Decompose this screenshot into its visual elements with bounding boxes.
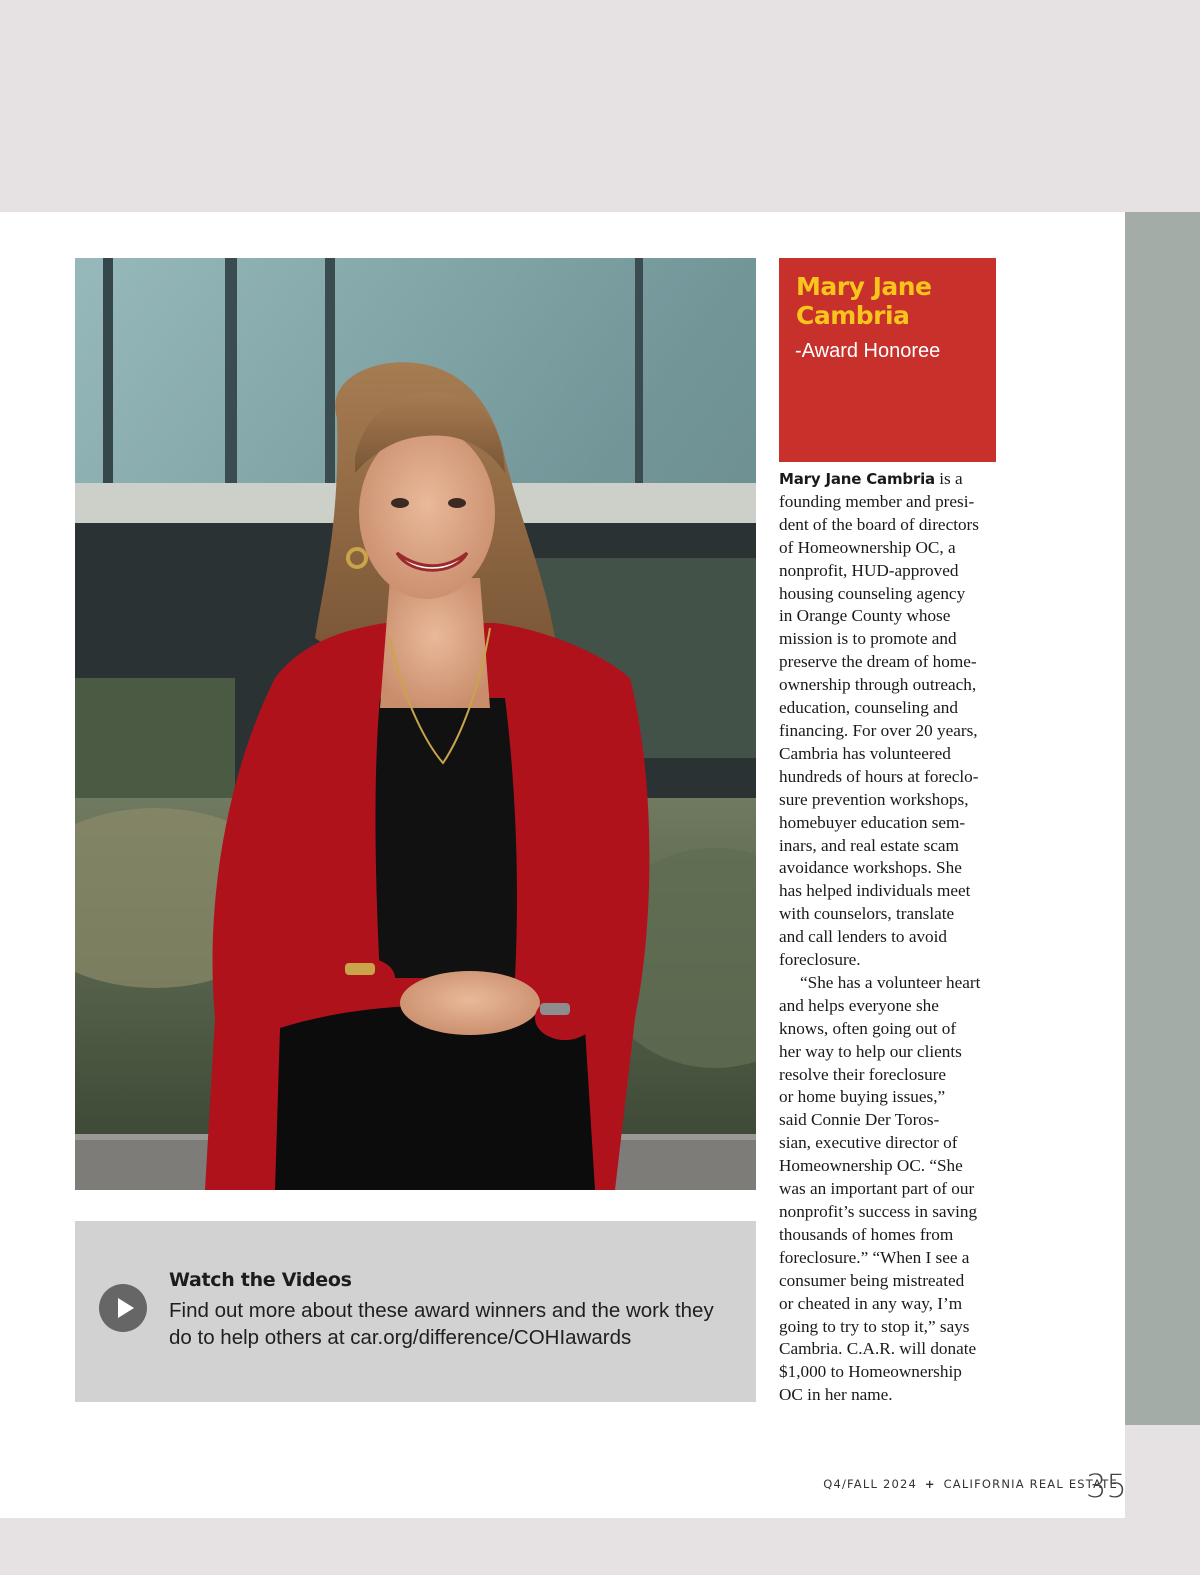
article-line: of Homeownership OC, a <box>779 537 956 557</box>
article-line: was an important part of our <box>779 1179 975 1199</box>
article-line: sian, executive director of <box>779 1133 958 1153</box>
article-line: homebuyer education sem- <box>779 812 966 832</box>
article-line: consumer being mistreated <box>779 1270 965 1290</box>
article-line: and call lenders to avoid <box>779 927 947 947</box>
honoree-name: Mary Jane Cambria <box>796 272 932 330</box>
watch-videos-title: Watch the Videos <box>169 1269 352 1291</box>
article-line: founding member and presi- <box>779 491 975 511</box>
publication-name: CALIFORNIA REAL ESTATE <box>943 1477 1118 1491</box>
article-line: resolve their foreclosure <box>779 1064 947 1084</box>
article-line: has helped individuals meet <box>779 881 971 901</box>
article-line: nonprofit’s success in saving <box>779 1202 978 1221</box>
article-line: hundreds of hours at foreclo- <box>779 766 979 786</box>
side-color-strip <box>1125 212 1200 1425</box>
page-bottom-margin <box>0 1518 1200 1575</box>
article-line: nonprofit, HUD-approved <box>779 560 959 580</box>
article-line: Homeownership OC. “She <box>779 1156 963 1176</box>
article-line: going to try to stop it,” says <box>779 1316 970 1336</box>
article-line: housing counseling agency <box>779 583 966 603</box>
article-line: knows, often going out of <box>779 1018 957 1038</box>
folio-separator: + <box>924 1477 936 1491</box>
article-line: ownership through outreach, <box>779 675 977 695</box>
article-line: sure prevention workshops, <box>779 789 969 809</box>
article-lead-name: Mary Jane Cambria <box>779 470 935 488</box>
play-icon <box>99 1284 147 1332</box>
page-folio <box>823 1477 1118 1491</box>
article-line: avoidance workshops. She <box>779 858 962 878</box>
page-top-margin <box>0 0 1200 212</box>
article-line: Cambria. C.A.R. will donate <box>779 1339 977 1359</box>
article-line: education, counseling and <box>779 698 958 718</box>
article-line: dent of the board of directors <box>779 514 979 534</box>
article-line: Mary Jane Cambria is a <box>779 469 963 488</box>
article-line: foreclosure.” “When I see a <box>779 1247 970 1267</box>
play-video-button[interactable] <box>99 1284 147 1332</box>
article-body <box>779 468 1001 1407</box>
article-line: inars, and real estate scam <box>779 835 959 855</box>
article-line: “She has a volunteer heart <box>800 972 981 992</box>
article-line: foreclosure. <box>779 950 861 970</box>
article-line: Cambria has volunteered <box>779 743 951 763</box>
article-line: or cheated in any way, I’m <box>779 1293 963 1313</box>
watch-videos-callout <box>75 1221 756 1402</box>
article-line: mission is to promote and <box>779 629 957 649</box>
article-line: said Connie Der Toros- <box>779 1110 940 1130</box>
honoree-portrait-photo <box>75 258 756 1190</box>
watch-videos-text: Find out more about these award winners and the work they do to help others at car.org/difference/COHIawards <box>169 1299 714 1349</box>
issue-label: Q4/FALL 2024 <box>823 1477 918 1491</box>
page-number: 35 <box>1086 1467 1127 1505</box>
article-line: her way to help our clients <box>779 1041 962 1061</box>
article-line: OC in her name. <box>779 1385 893 1405</box>
article-line: financing. For over 20 years, <box>779 720 978 740</box>
article-line: with counselors, translate <box>779 904 955 924</box>
article-line: $1,000 to Homeownership <box>779 1362 962 1382</box>
honoree-name-box <box>779 258 996 462</box>
honoree-title: -Award Honoree <box>795 340 941 362</box>
article-line: or home buying issues,” <box>779 1087 946 1107</box>
article-line: thousands of homes from <box>779 1224 954 1244</box>
article-line: and helps everyone she <box>779 995 939 1015</box>
article-line: in Orange County whose <box>779 606 951 626</box>
article-line: preserve the dream of home- <box>779 652 977 672</box>
